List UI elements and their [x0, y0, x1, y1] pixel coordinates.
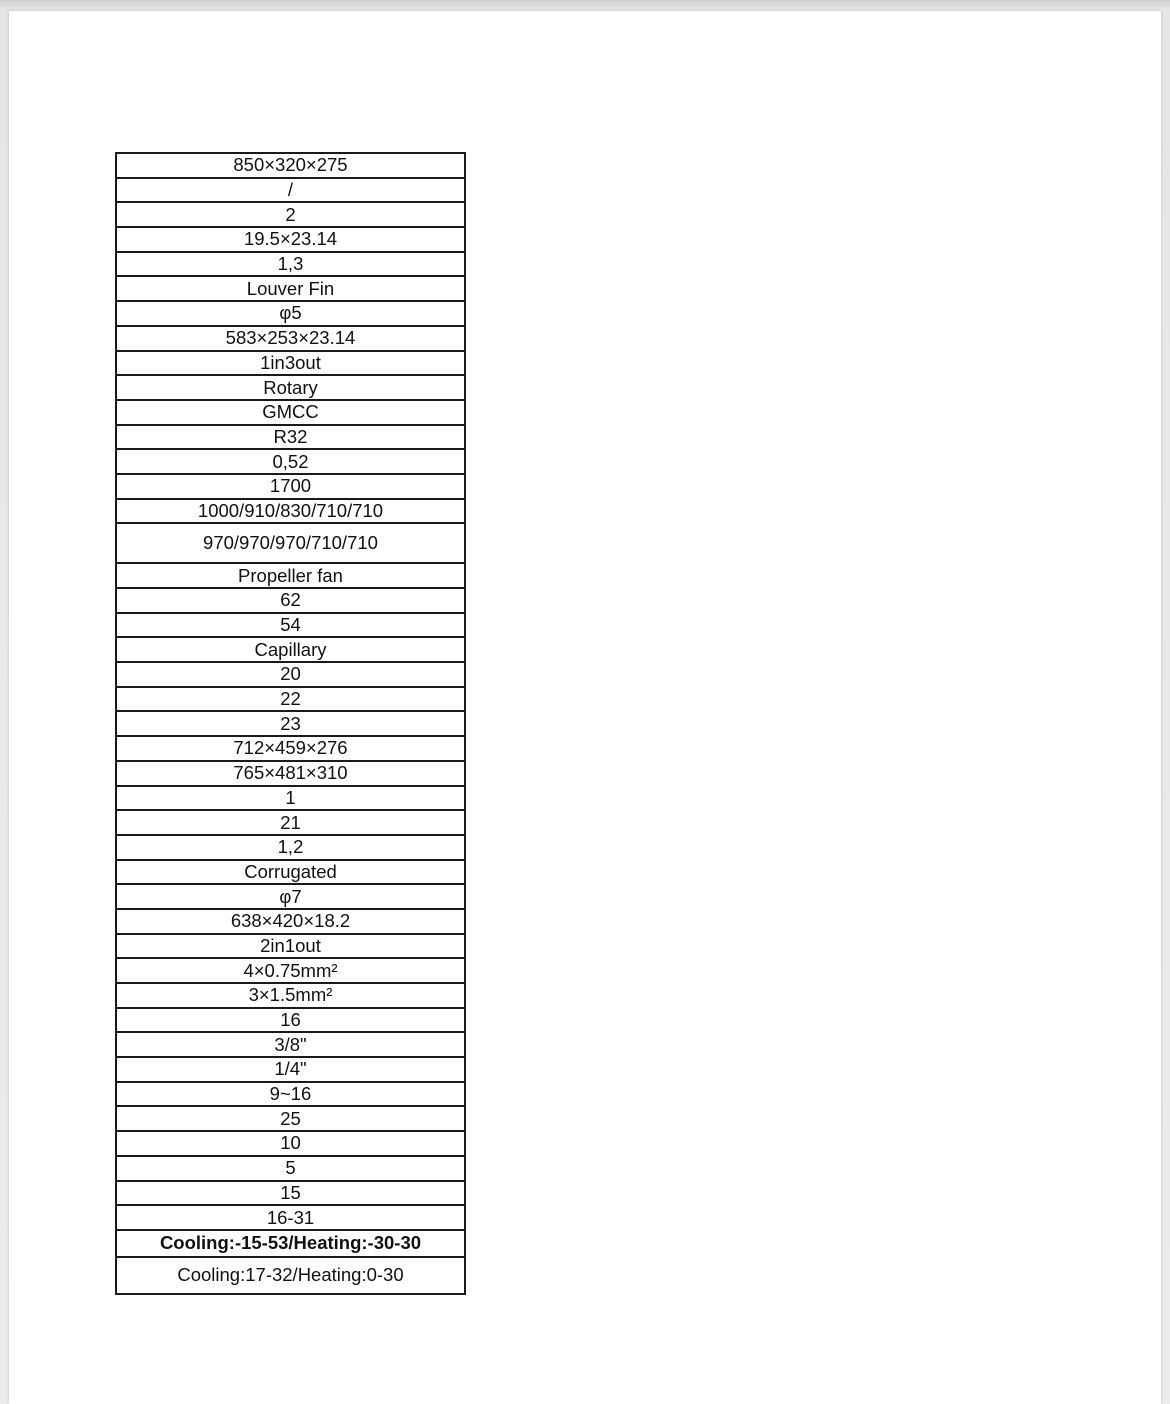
spec-table	[115, 152, 466, 1295]
table-row	[116, 563, 465, 588]
table-row	[116, 301, 465, 326]
table-cell: 19.5×23.14	[116, 227, 465, 252]
table-cell: 10	[116, 1131, 465, 1156]
table-cell: R32	[116, 425, 465, 450]
table-cell: 583×253×23.14	[116, 326, 465, 351]
table-row	[116, 375, 465, 400]
table-cell: 62	[116, 588, 465, 613]
table-row	[116, 202, 465, 227]
table-row	[116, 613, 465, 638]
table-row	[116, 588, 465, 613]
table-row	[116, 1082, 465, 1107]
table-cell: 9~16	[116, 1082, 465, 1107]
table-cell: 0,52	[116, 449, 465, 474]
table-cell: 16-31	[116, 1205, 465, 1230]
table-cell: Rotary	[116, 375, 465, 400]
table-row	[116, 1181, 465, 1206]
table-cell: 1700	[116, 474, 465, 499]
table-row	[116, 276, 465, 301]
table-row	[116, 909, 465, 934]
table-cell: Propeller fan	[116, 563, 465, 588]
table-cell: φ7	[116, 884, 465, 909]
table-cell: 15	[116, 1181, 465, 1206]
table-cell: Capillary	[116, 637, 465, 662]
table-row	[116, 860, 465, 885]
table-cell: 765×481×310	[116, 761, 465, 786]
table-row	[116, 1156, 465, 1181]
table-cell: 1000/910/830/710/710	[116, 499, 465, 524]
table-cell: 23	[116, 711, 465, 736]
table-row	[116, 227, 465, 252]
table-row	[116, 1032, 465, 1057]
table-row	[116, 1106, 465, 1131]
table-row	[116, 711, 465, 736]
table-cell: 712×459×276	[116, 736, 465, 761]
table-row	[116, 810, 465, 835]
table-row	[116, 884, 465, 909]
table-cell: 1in3out	[116, 351, 465, 376]
table-cell: 1,2	[116, 835, 465, 860]
table-row	[116, 474, 465, 499]
table-cell: 2in1out	[116, 934, 465, 959]
table-row	[116, 835, 465, 860]
table-row	[116, 425, 465, 450]
table-cell: 5	[116, 1156, 465, 1181]
table-row	[116, 1230, 465, 1257]
table-row	[116, 351, 465, 376]
table-row	[116, 786, 465, 811]
table-cell: 4×0.75mm²	[116, 958, 465, 983]
table-row	[116, 499, 465, 524]
table-cell: 3×1.5mm²	[116, 983, 465, 1008]
table-cell: Cooling:17-32/Heating:0-30	[116, 1257, 465, 1294]
table-row	[116, 400, 465, 425]
table-cell: 3/8"	[116, 1032, 465, 1057]
table-row	[116, 1131, 465, 1156]
table-cell: 638×420×18.2	[116, 909, 465, 934]
table-row	[116, 1008, 465, 1033]
table-cell: 850×320×275	[116, 153, 465, 178]
table-row	[116, 153, 465, 178]
table-row	[116, 523, 465, 563]
table-cell: Louver Fin	[116, 276, 465, 301]
table-row	[116, 1057, 465, 1082]
table-cell: 1,3	[116, 252, 465, 277]
table-cell: 970/970/970/710/710	[116, 523, 465, 563]
table-row	[116, 983, 465, 1008]
table-cell: 21	[116, 810, 465, 835]
table-cell: 54	[116, 613, 465, 638]
table-cell: 20	[116, 662, 465, 687]
table-row	[116, 662, 465, 687]
table-row	[116, 958, 465, 983]
table-cell: 2	[116, 202, 465, 227]
table-row	[116, 1257, 465, 1294]
table-row	[116, 637, 465, 662]
table-cell: /	[116, 178, 465, 203]
table-cell: 1/4"	[116, 1057, 465, 1082]
table-row	[116, 178, 465, 203]
table-cell: GMCC	[116, 400, 465, 425]
table-row	[116, 252, 465, 277]
table-cell: φ5	[116, 301, 465, 326]
table-cell: 16	[116, 1008, 465, 1033]
table-row	[116, 934, 465, 959]
table-row	[116, 736, 465, 761]
table-row	[116, 449, 465, 474]
table-row	[116, 326, 465, 351]
table-row	[116, 761, 465, 786]
document-page	[9, 11, 1161, 1404]
table-row	[116, 1205, 465, 1230]
table-cell: 22	[116, 687, 465, 712]
table-cell: 25	[116, 1106, 465, 1131]
table-cell: 1	[116, 786, 465, 811]
table-row	[116, 687, 465, 712]
table-cell: Cooling:-15-53/Heating:-30-30	[116, 1230, 465, 1257]
table-cell: Corrugated	[116, 860, 465, 885]
